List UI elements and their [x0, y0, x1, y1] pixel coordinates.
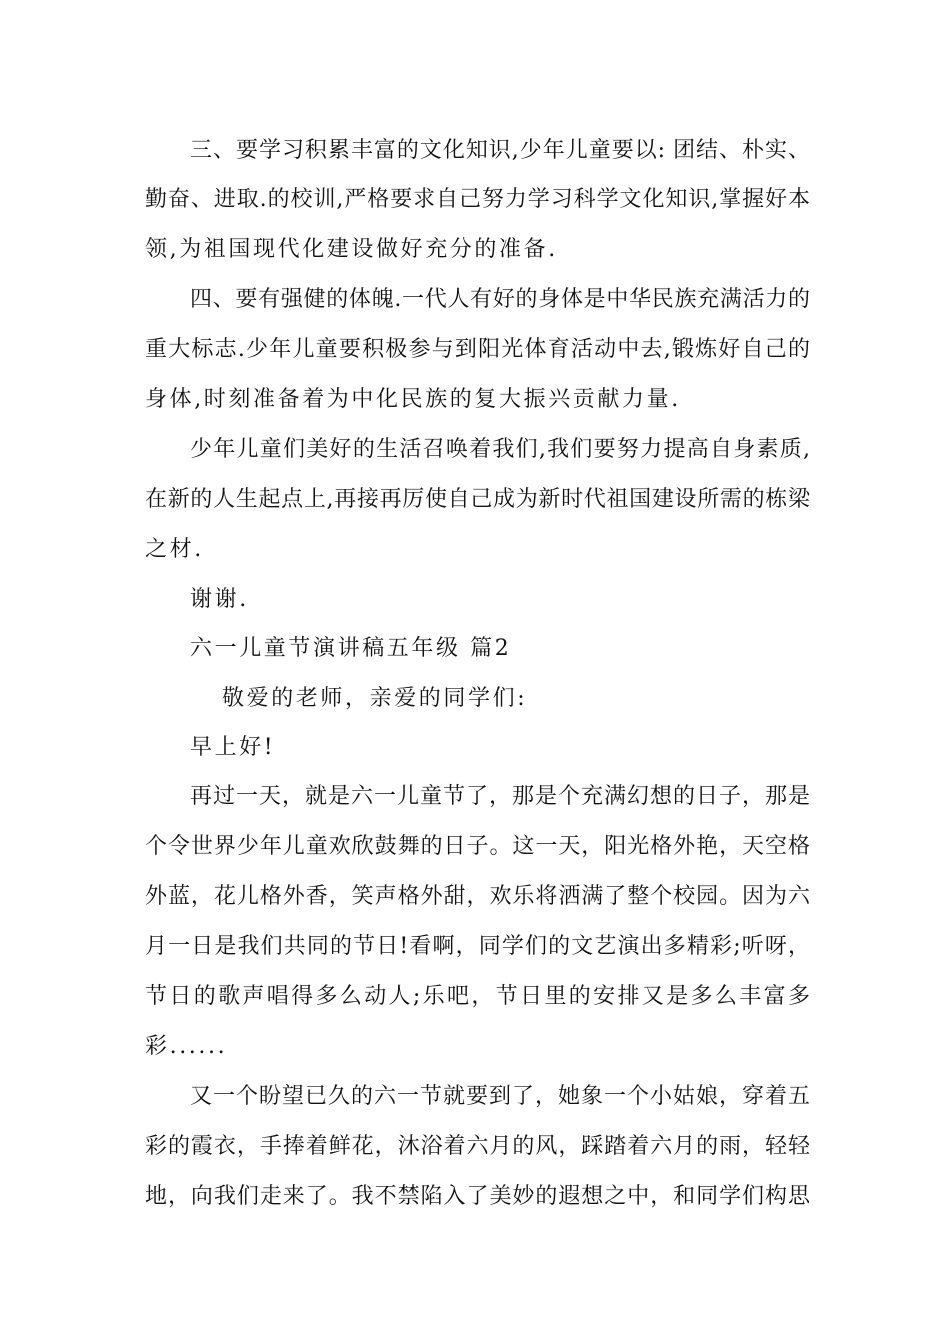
text-line: 身体,时刻准备着为中化民族的复大振兴贡献力量. — [145, 387, 681, 412]
text-line: 外蓝，花儿格外香，笑声格外甜，欢乐将洒满了整个校园。因为六 — [145, 884, 810, 909]
text-line: 月一日是我们共同的节日!看啊，同学们的文艺演出多精彩;听呀， — [145, 934, 810, 959]
text-line: 勤奋、进取.的校训,严格要求自己努力学习科学文化知识,掌握好本 — [145, 187, 810, 212]
text-line: 彩的霞衣，手捧着鲜花，沐浴着六月的风，踩踏着六月的雨，轻轻 — [145, 1134, 810, 1159]
text-line: 在新的人生起点上,再接再厉使自己成为新时代祖国建设所需的栋梁 — [145, 487, 810, 512]
greeting: 早上好! — [190, 735, 276, 760]
text-line: 又一个盼望已久的六一节就要到了，她象一个小姑娘，穿着五 — [190, 1084, 810, 1109]
text-line: 地，向我们走来了。我不禁陷入了美妙的遐想之中，和同学们构思 — [145, 1184, 810, 1209]
text-line: 四、要有强健的体魄.一代人有好的身体是中华民族充满活力的 — [190, 287, 810, 312]
salutation: 敬爱的老师，亲爱的同学们: — [222, 686, 528, 711]
text-line: 再过一天，就是六一儿童节了，那是个充满幻想的日子，那是 — [190, 784, 810, 809]
text-line: 个令世界少年儿童欢欣鼓舞的日子。这一天，阳光格外艳，天空格 — [145, 834, 810, 859]
text-line: 领,为祖国现代化建设做好充分的准备. — [145, 237, 558, 262]
text-line: 谢谢. — [190, 587, 249, 612]
text-line: 重大标志.少年儿童要积极参与到阳光体育活动中去,锻炼好自己的 — [145, 337, 810, 362]
text-line: 三、要学习积累丰富的文化知识,少年儿童要以: 团结、朴实、 — [190, 138, 810, 163]
text-line: 少年儿童们美好的生活召唤着我们,我们要努力提高自身素质, — [190, 437, 810, 462]
text-line: 节日的歌声唱得多么动人;乐吧，节日里的安排又是多么丰富多 — [145, 984, 810, 1009]
text-line: 之材. — [145, 537, 204, 562]
text-line: 彩...... — [145, 1034, 228, 1059]
section-heading: 六一儿童节演讲稿五年级 篇2 — [190, 636, 512, 661]
